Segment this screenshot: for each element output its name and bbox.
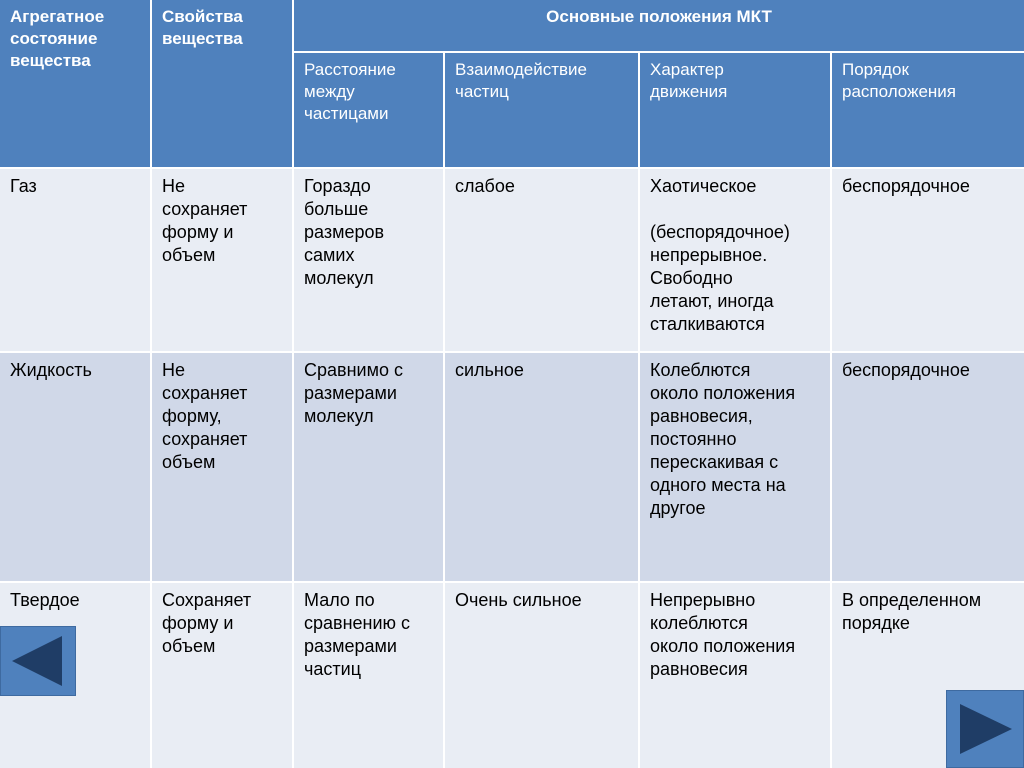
header-state: Агрегатное состояние вещества <box>0 0 150 167</box>
row-solid-distance: Мало по сравнению с размерами частиц <box>294 583 443 768</box>
next-slide-button[interactable] <box>946 690 1024 768</box>
header-properties: Свойства вещества <box>152 0 292 167</box>
header-order: Порядок расположения <box>832 53 1024 167</box>
row-liquid-state: Жидкость <box>0 353 150 581</box>
triangle-left-icon <box>0 626 76 696</box>
triangle-right-icon <box>946 690 1024 768</box>
row-gas-order: беспорядочное <box>832 169 1024 351</box>
row-solid-order: В определенном порядке <box>832 583 1024 768</box>
row-gas-distance: Гораздо больше размеров самих молекул <box>294 169 443 351</box>
row-gas-properties: Не сохраняет форму и объем <box>152 169 292 351</box>
header-interaction: Взаимодействие частиц <box>445 53 638 167</box>
row-gas-state: Газ <box>0 169 150 351</box>
row-liquid-motion: Колеблются около положения равновесия, постоянно перескакивая с одного места на другое <box>640 353 830 581</box>
row-solid-state: Твердое <box>0 583 150 768</box>
prev-slide-button[interactable] <box>0 626 76 696</box>
header-motion: Характер движения <box>640 53 830 167</box>
row-gas-interaction: слабое <box>445 169 638 351</box>
row-liquid-distance: Сравнимо с размерами молекул <box>294 353 443 581</box>
row-liquid-properties: Не сохраняет форму, сохраняет объем <box>152 353 292 581</box>
row-liquid-order: беспорядочное <box>832 353 1024 581</box>
header-distance: Расстояние между частицами <box>294 53 443 167</box>
row-solid-motion: Непрерывно колеблются около положения равновесия <box>640 583 830 768</box>
row-solid-interaction: Очень сильное <box>445 583 638 768</box>
header-mkt-group: Основные положения МКТ <box>294 0 1024 51</box>
row-gas-motion: Хаотическое (беспорядочное) непрерывное. Свободно летают, иногда сталкиваются <box>640 169 830 351</box>
row-solid-properties: Сохраняет форму и объем <box>152 583 292 768</box>
row-liquid-interaction: сильное <box>445 353 638 581</box>
